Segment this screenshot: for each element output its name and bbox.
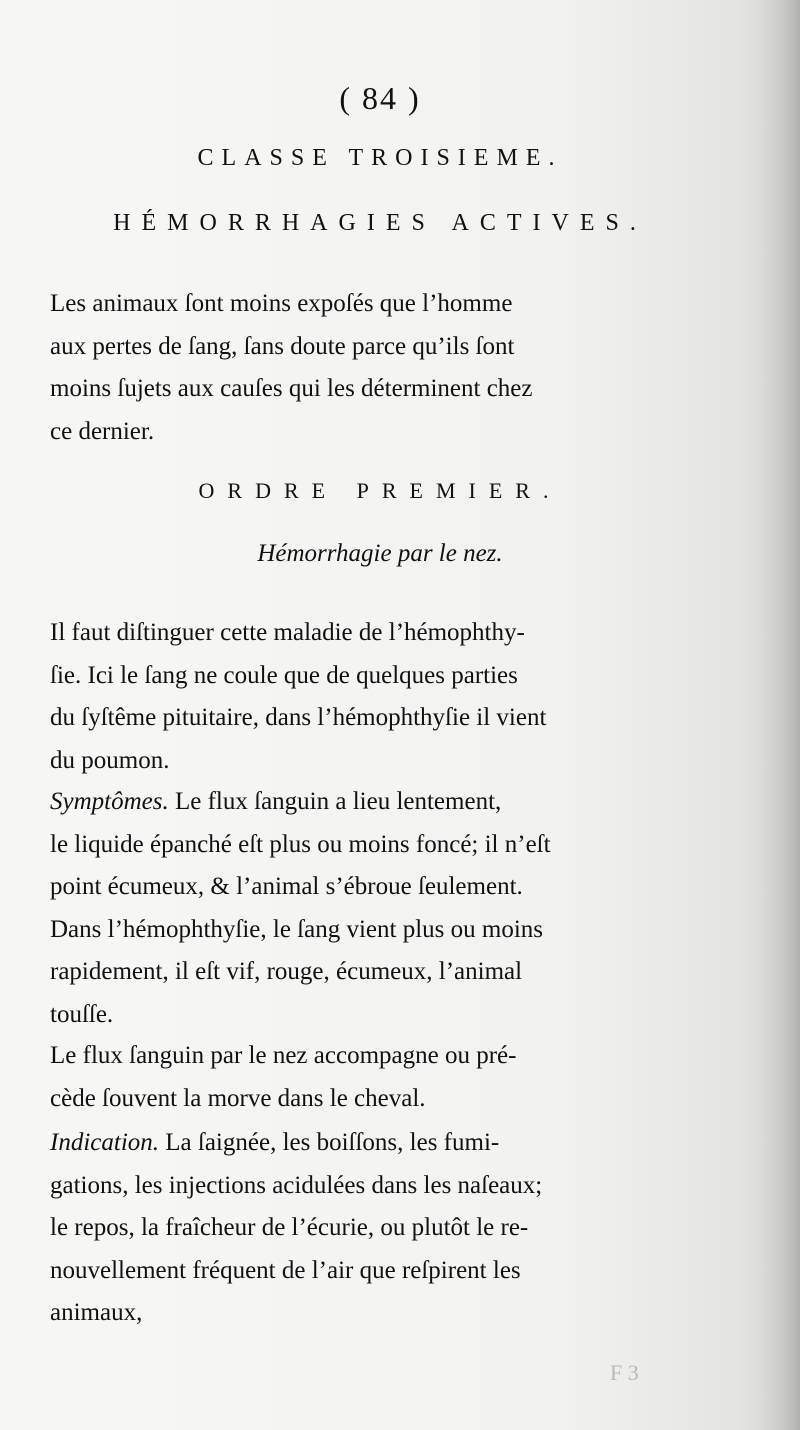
text-line: point écumeux, & l’animal s’ébroue ſeulement. (50, 873, 523, 900)
printer-signature: F 3 (610, 1360, 639, 1385)
distinction-paragraph (50, 612, 690, 782)
text-line: touſſe. (50, 1000, 114, 1028)
text-line: Le flux ſanguin par le nez accompagne ou pré- (50, 1042, 517, 1069)
text-line: du poumon. (50, 746, 170, 774)
section-subtitle: Hémorrhagie par le nez. (257, 540, 503, 567)
class-subheading: HÉMORRHAGIES ACTIVES. (113, 210, 647, 236)
text-line: aux pertes de ſang, ſans doute parce qu’ils ſont (50, 332, 515, 360)
text-line: gations, les injections acidulées dans les naſeaux; (50, 1171, 543, 1199)
indication-paragraph (50, 1122, 690, 1335)
text-line: Il faut diſtinguer cette maladie de l’hémophthy- (50, 619, 525, 646)
morve-paragraph (50, 1035, 690, 1120)
symptoms-label: Symptômes. (50, 788, 169, 815)
text-line: le repos, la fraîcheur de l’écurie, ou plutôt le re- (50, 1214, 529, 1241)
text-line: animaux, (50, 1299, 143, 1326)
order-heading: ORDRE PREMIER. (198, 478, 562, 503)
indication-line-start: La ſaignée, les boiſſons, les fumi- (159, 1129, 500, 1156)
text-line: cède ſouvent la morve dans le cheval. (50, 1084, 426, 1112)
symptoms-line-start: Le flux ſanguin a lieu lentement, (168, 788, 502, 815)
page-edge-shadow (760, 0, 800, 1430)
symptoms-paragraph (50, 781, 690, 1036)
indication-label: Indication. (50, 1129, 160, 1156)
text-line: rapidement, il eſt vif, rouge, écumeux, l’animal (50, 958, 523, 985)
page-number: ( 84 ) (339, 80, 421, 116)
text-line: ce dernier. (50, 417, 155, 445)
text-line: ſie. Ici le ſang ne coule que de quelques parties (50, 661, 518, 689)
text-line: moins ſujets aux cauſes qui les déterminent chez (50, 375, 533, 402)
text-line: le liquide épanché eſt plus ou moins foncé; il n’eſt (50, 830, 551, 858)
intro-paragraph (50, 283, 690, 453)
text-line (50, 1122, 690, 1165)
text-line (50, 781, 690, 824)
text-line: nouvellement fréquent de l’air que reſpirent les (50, 1256, 521, 1284)
class-heading: CLASSE TROISIEME. (197, 145, 563, 171)
text-line: Dans l’hémophthyſie, le ſang vient plus ou moins (50, 915, 543, 943)
text-line: Les animaux ſont moins expoſés que l’homme (50, 290, 513, 317)
text-line: du ſyſtême pituitaire, dans l’hémophthyſie il vient (50, 704, 547, 731)
